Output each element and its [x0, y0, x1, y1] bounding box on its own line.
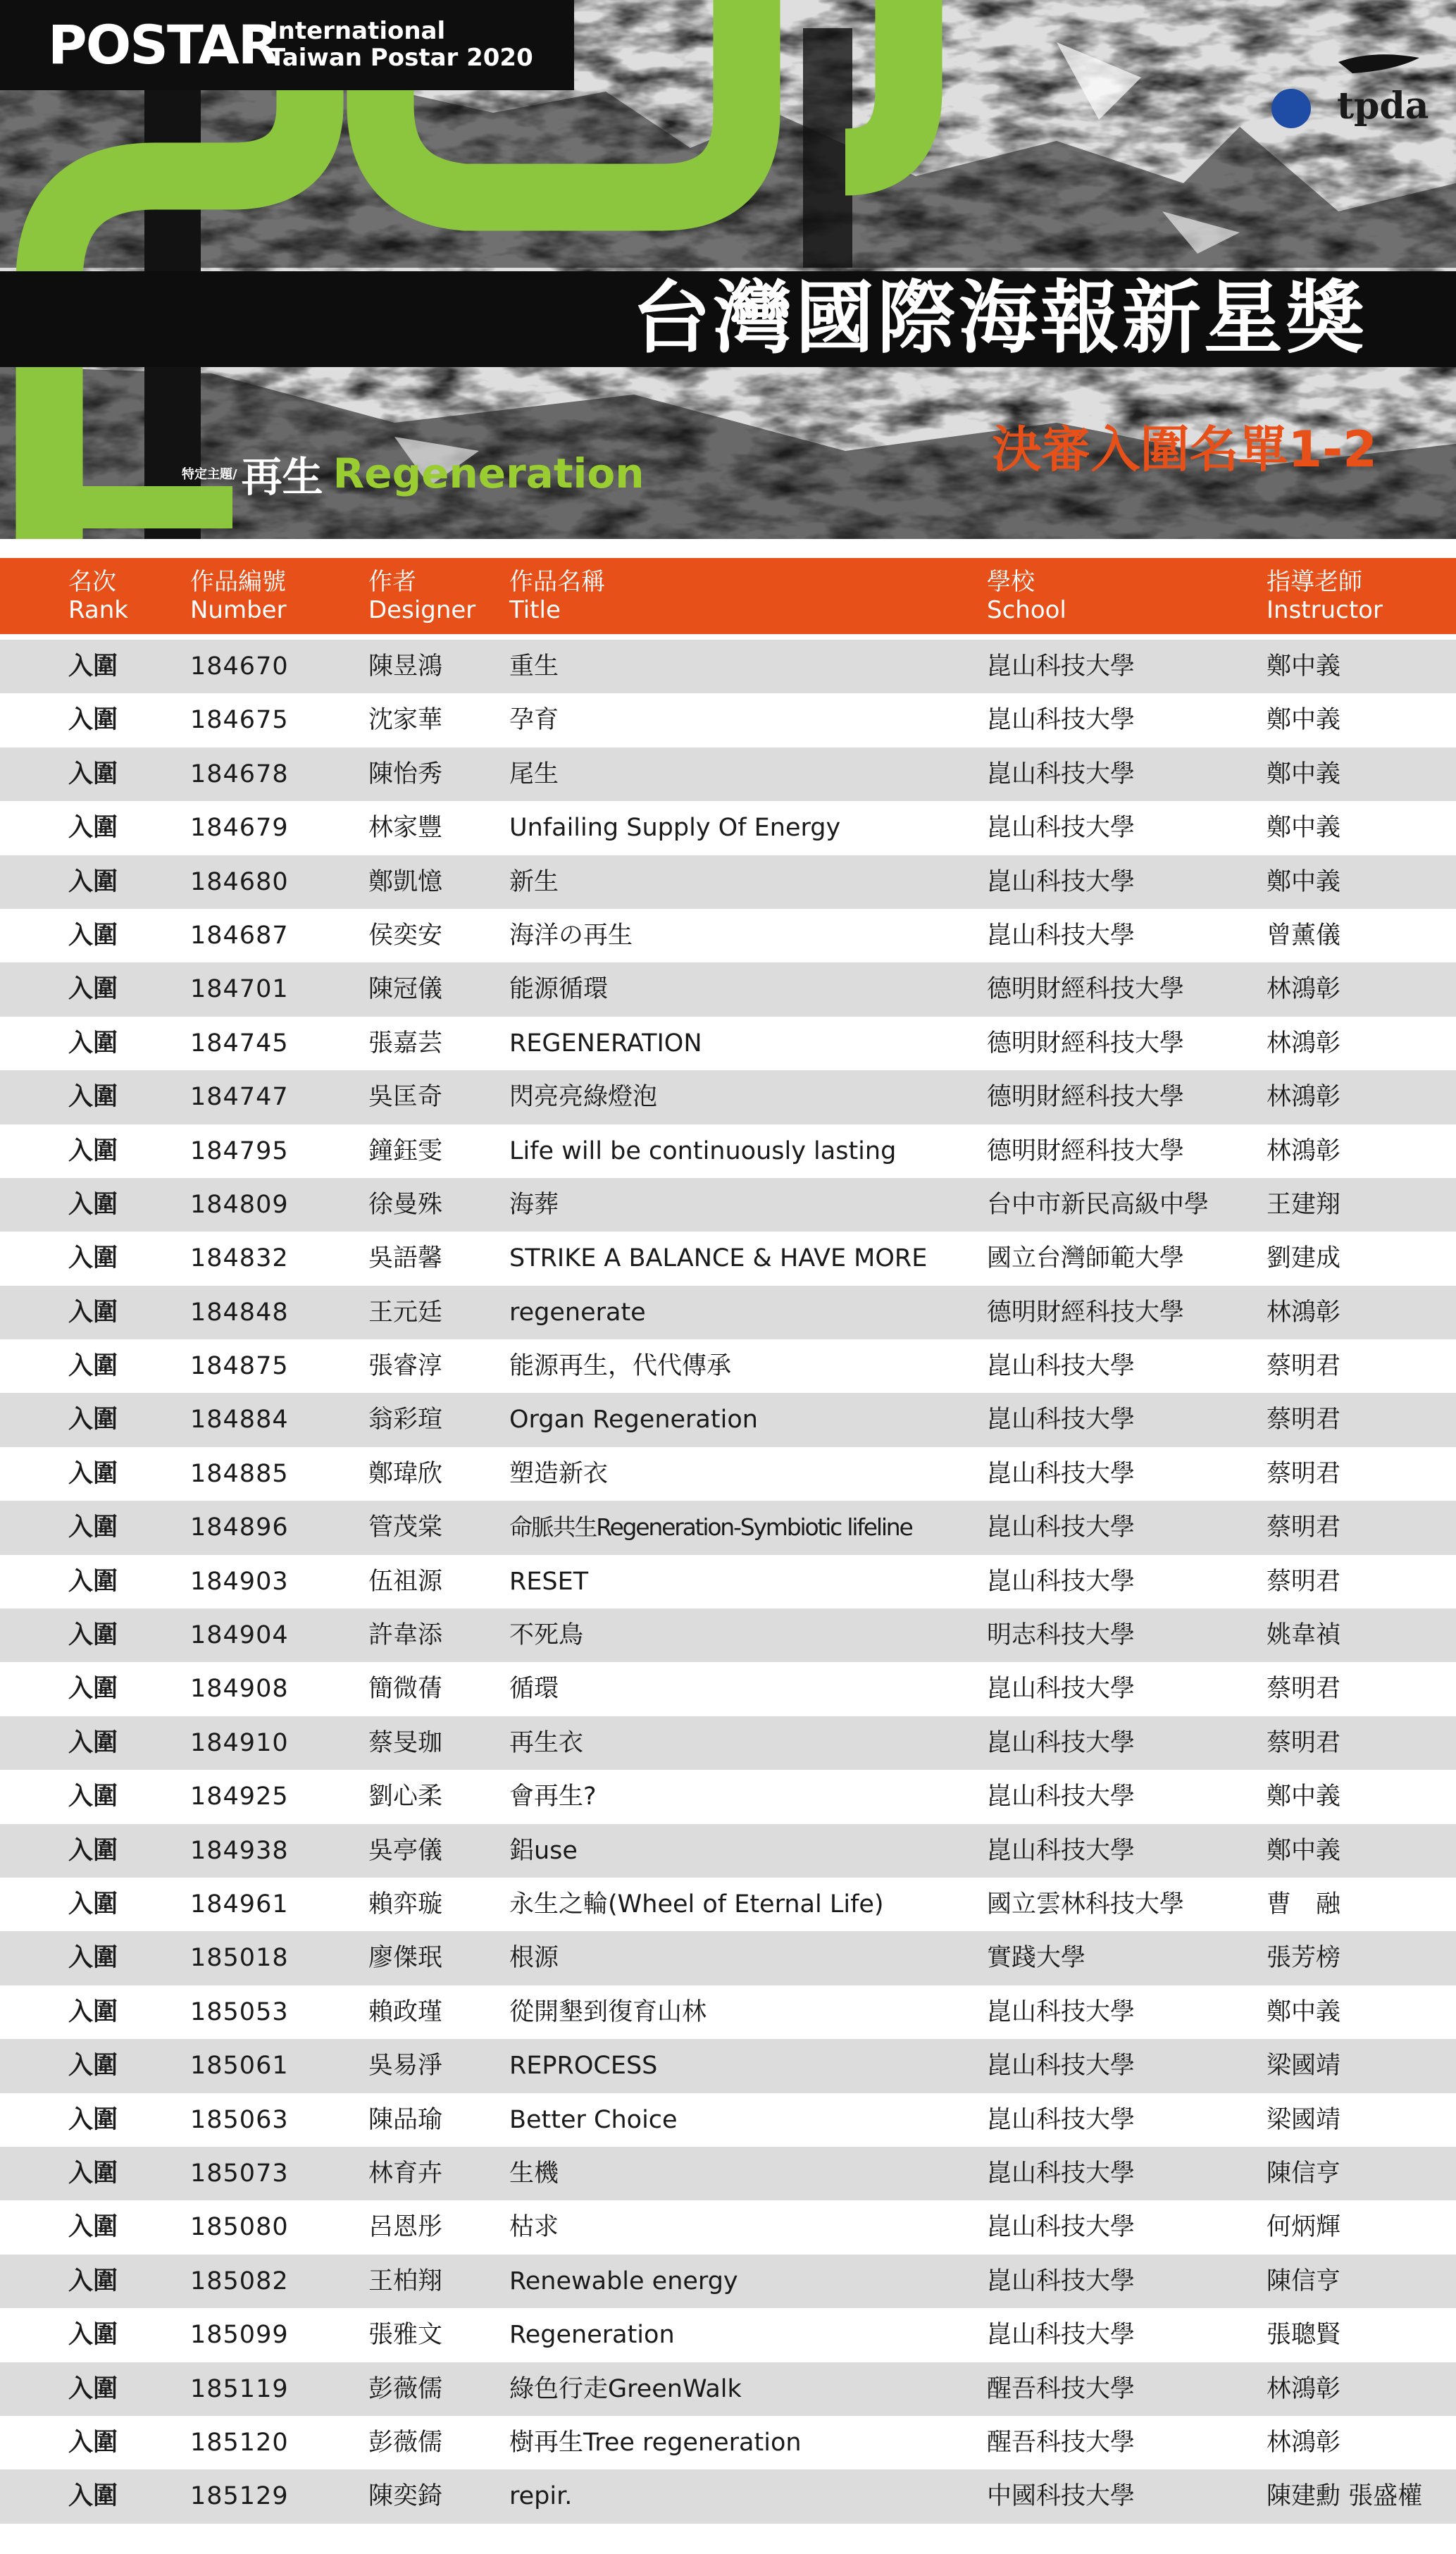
event-name-line1: International [269, 17, 446, 45]
cell-rank: 入圍 [68, 2052, 118, 2081]
table-row [0, 1339, 1456, 1393]
cell-rank: 入圍 [68, 1406, 118, 1434]
cell-school: 崑山科技大學 [987, 921, 1135, 950]
cell-number: 184884 [190, 1406, 289, 1434]
cell-school: 崑山科技大學 [987, 2105, 1135, 2134]
cell-title: 尾生 [509, 760, 559, 788]
list-subtitle: 決審入圍名單1-2 [992, 421, 1377, 478]
cell-number: 184678 [190, 760, 289, 788]
cell-title: regenerate [509, 1298, 646, 1327]
header-school-zh: 學校 [987, 568, 1035, 596]
cell-instructor: 林鴻彰 [1267, 1136, 1341, 1165]
table-row [0, 1878, 1456, 1931]
cell-instructor: 蔡明君 [1267, 1567, 1341, 1596]
cell-number: 185063 [190, 2105, 289, 2134]
cell-designer: 張雅文 [368, 2321, 443, 2350]
header-number [190, 568, 287, 624]
cell-title: 從開墾到復育山林 [509, 1997, 707, 2026]
cell-number: 185061 [190, 2052, 289, 2081]
cell-school: 崑山科技大學 [987, 1406, 1135, 1434]
cell-rank: 入圍 [68, 706, 118, 735]
cell-title: REPROCESS [509, 2052, 658, 2081]
table-row [0, 1070, 1456, 1124]
cell-title: Regeneration [509, 2321, 675, 2350]
cell-rank: 入圍 [68, 1675, 118, 1704]
header-title [509, 568, 605, 624]
cell-school: 崑山科技大學 [987, 1352, 1135, 1381]
cell-school: 國立台灣師範大學 [987, 1244, 1185, 1273]
cell-school: 德明財經科技大學 [987, 975, 1185, 1004]
cell-number: 184670 [190, 652, 289, 681]
cell-number: 185053 [190, 1997, 289, 2026]
main-title: 台灣國際海報新星獎 [632, 273, 1367, 364]
cell-rank: 入圍 [68, 2105, 118, 2134]
header-designer-zh: 作者 [368, 568, 416, 596]
postar-logo: POSTAR [48, 13, 278, 76]
cell-instructor: 蔡明君 [1267, 1406, 1341, 1434]
cell-school: 崑山科技大學 [987, 1783, 1135, 1811]
table-row [0, 1770, 1456, 1823]
header-school-en: School [987, 596, 1066, 624]
cell-rank: 入圍 [68, 1944, 118, 1973]
cell-title: Renewable energy [509, 2267, 738, 2295]
cell-instructor: 鄭中義 [1267, 1783, 1341, 1811]
cell-school: 崑山科技大學 [987, 652, 1135, 681]
cell-instructor: 鄭中義 [1267, 867, 1341, 896]
header-title-en: Title [509, 596, 561, 624]
cell-designer: 蔡旻珈 [368, 1728, 443, 1757]
cell-rank: 入圍 [68, 1621, 118, 1650]
cell-number: 185073 [190, 2159, 289, 2188]
cell-designer: 劉心柔 [368, 1783, 443, 1811]
cell-designer: 彭薇儒 [368, 2428, 443, 2457]
table-row [0, 1608, 1456, 1662]
table-row [0, 855, 1456, 909]
cell-designer: 簡微蒨 [368, 1675, 443, 1704]
cell-school: 崑山科技大學 [987, 1997, 1135, 2026]
cell-rank: 入圍 [68, 2213, 118, 2242]
cell-designer: 林育卉 [368, 2159, 443, 2188]
cell-instructor: 王建翔 [1267, 1190, 1341, 1219]
cell-school: 醒吾科技大學 [987, 2374, 1135, 2403]
header-rank-en: Rank [68, 596, 128, 624]
cell-instructor: 梁國靖 [1267, 2052, 1341, 2081]
cell-designer: 陳奕錡 [368, 2482, 443, 2511]
cell-instructor: 蔡明君 [1267, 1513, 1341, 1542]
header-number-en: Number [190, 596, 287, 624]
table-row [0, 640, 1456, 693]
tpda-logo-text: tpda [1337, 85, 1429, 128]
table-row [0, 1555, 1456, 1608]
table-row [0, 2093, 1456, 2147]
header-designer [368, 568, 475, 624]
cell-school: 德明財經科技大學 [987, 1136, 1185, 1165]
cell-designer: 張睿淳 [368, 1352, 443, 1381]
table-row [0, 1447, 1456, 1501]
cell-title: 綠色行走GreenWalk [509, 2374, 742, 2403]
header-designer-en: Designer [368, 596, 476, 624]
table-row [0, 1931, 1456, 1985]
cell-title: 海葬 [509, 1190, 559, 1219]
cell-school: 德明財經科技大學 [987, 1083, 1185, 1112]
table-row [0, 1017, 1456, 1070]
cell-instructor: 林鴻彰 [1267, 2374, 1341, 2403]
cell-designer: 沈家華 [368, 706, 443, 735]
cell-instructor: 鄭中義 [1267, 706, 1341, 735]
cell-number: 184885 [190, 1459, 289, 1488]
header-title-zh: 作品名稱 [509, 568, 605, 596]
cell-title: 海洋の再生 [509, 921, 633, 950]
cell-title: 永生之輪(Wheel of Eternal Life) [509, 1890, 884, 1918]
cell-designer: 王元廷 [368, 1298, 443, 1327]
cell-number: 184961 [190, 1890, 289, 1918]
header-instructor [1267, 568, 1383, 624]
cell-number: 185099 [190, 2321, 289, 2350]
cell-designer: 賴政瑾 [368, 1997, 443, 2026]
cell-instructor: 蔡明君 [1267, 1352, 1341, 1381]
cell-number: 184910 [190, 1728, 289, 1757]
cell-number: 185120 [190, 2428, 289, 2457]
cell-designer: 陳怡秀 [368, 760, 443, 788]
cell-designer: 鐘鈺雯 [368, 1136, 443, 1165]
cell-number: 184809 [190, 1190, 289, 1219]
cell-title: Organ Regeneration [509, 1406, 758, 1434]
table-row [0, 1232, 1456, 1285]
cell-designer: 吳匡奇 [368, 1083, 443, 1112]
cell-instructor: 鄭中義 [1267, 1997, 1341, 2026]
cell-designer: 賴弈璇 [368, 1890, 443, 1918]
cell-instructor: 林鴻彰 [1267, 1083, 1341, 1112]
table-row [0, 909, 1456, 962]
table-row [0, 2362, 1456, 2416]
cell-rank: 入圍 [68, 1567, 118, 1596]
cell-title: 能源再生，代代傳承 [509, 1352, 732, 1381]
cell-title: 孕育 [509, 706, 559, 735]
cell-school: 醒吾科技大學 [987, 2428, 1135, 2457]
cell-rank: 入圍 [68, 1190, 118, 1219]
table-row [0, 2308, 1456, 2362]
cell-school: 崑山科技大學 [987, 2052, 1135, 2081]
cell-school: 崑山科技大學 [987, 706, 1135, 735]
cell-title: 會再生? [509, 1783, 597, 1811]
cell-designer: 林家豐 [368, 814, 443, 843]
cell-rank: 入圍 [68, 867, 118, 896]
cell-school: 崑山科技大學 [987, 1675, 1135, 1704]
cell-school: 國立雲林科技大學 [987, 1890, 1185, 1918]
cell-designer: 呂恩彤 [368, 2213, 443, 2242]
cell-title: 循環 [509, 1675, 559, 1704]
finalist-table [0, 640, 1456, 2524]
cell-designer: 侯奕安 [368, 921, 443, 950]
cell-number: 184679 [190, 814, 289, 843]
cell-instructor: 姚韋禎 [1267, 1621, 1341, 1650]
cell-school: 明志科技大學 [987, 1621, 1135, 1650]
cell-number: 184903 [190, 1567, 289, 1596]
cell-title: 命脈共生Regeneration-Symbiotic lifeline [509, 1513, 912, 1542]
cell-number: 185080 [190, 2213, 289, 2242]
cell-rank: 入圍 [68, 1029, 118, 1058]
cell-title: 鋁use [509, 1836, 578, 1865]
cell-title: Life will be continuously lasting [509, 1136, 897, 1165]
cell-title: Unfailing Supply Of Energy [509, 814, 841, 843]
cell-rank: 入圍 [68, 2321, 118, 2350]
cell-rank: 入圍 [68, 1136, 118, 1165]
cell-number: 184832 [190, 1244, 289, 1273]
table-row [0, 693, 1456, 747]
cell-instructor: 鄭中義 [1267, 652, 1341, 681]
cell-school: 崑山科技大學 [987, 760, 1135, 788]
cell-instructor: 陳信亨 [1267, 2159, 1341, 2188]
cell-instructor: 蔡明君 [1267, 1675, 1341, 1704]
table-row [0, 748, 1456, 801]
cell-designer: 吳語馨 [368, 1244, 443, 1273]
table-row [0, 2416, 1456, 2469]
theme-line [182, 444, 645, 503]
cell-rank: 入圍 [68, 1997, 118, 2026]
header-instructor-en: Instructor [1267, 596, 1383, 624]
cell-number: 184908 [190, 1675, 289, 1704]
cell-number: 184925 [190, 1783, 289, 1811]
cell-number: 184701 [190, 975, 289, 1004]
cell-instructor: 陳信亨 [1267, 2267, 1341, 2295]
table-row [0, 1985, 1456, 2039]
cell-number: 184687 [190, 921, 289, 950]
table-row [0, 1662, 1456, 1716]
cell-school: 崑山科技大學 [987, 1459, 1135, 1488]
header-rank-zh: 名次 [68, 568, 116, 596]
cell-rank: 入圍 [68, 1083, 118, 1112]
table-row [0, 2469, 1456, 2523]
cell-designer: 翁彩瑄 [368, 1406, 443, 1434]
cell-title: RESET [509, 1567, 589, 1596]
cell-instructor: 蔡明君 [1267, 1459, 1341, 1488]
cell-school: 崑山科技大學 [987, 2213, 1135, 2242]
cell-number: 184675 [190, 706, 289, 735]
cell-rank: 入圍 [68, 975, 118, 1004]
cell-rank: 入圍 [68, 760, 118, 788]
cell-school: 崑山科技大學 [987, 1567, 1135, 1596]
cell-instructor: 林鴻彰 [1267, 1029, 1341, 1058]
cell-rank: 入圍 [68, 1244, 118, 1273]
table-row [0, 1501, 1456, 1554]
cell-designer: 吳易淨 [368, 2052, 443, 2081]
cell-designer: 伍祖源 [368, 1567, 443, 1596]
cell-rank: 入圍 [68, 814, 118, 843]
cell-instructor: 鄭中義 [1267, 760, 1341, 788]
table-row [0, 1286, 1456, 1339]
cell-title: 再生衣 [509, 1728, 584, 1757]
theme-title-en: Regeneration [332, 450, 645, 497]
cell-rank: 入圍 [68, 1352, 118, 1381]
cell-title: 不死鳥 [509, 1621, 584, 1650]
cell-instructor: 曾薰儀 [1267, 921, 1341, 950]
cell-designer: 陳品瑜 [368, 2105, 443, 2134]
table-row [0, 2255, 1456, 2308]
cell-rank: 入圍 [68, 1890, 118, 1918]
cell-number: 184938 [190, 1836, 289, 1865]
cell-number: 184747 [190, 1083, 289, 1112]
cell-school: 崑山科技大學 [987, 2321, 1135, 2350]
cell-title: 重生 [509, 652, 559, 681]
cell-rank: 入圍 [68, 1728, 118, 1757]
cell-designer: 徐曼殊 [368, 1190, 443, 1219]
cell-rank: 入圍 [68, 2374, 118, 2403]
cell-instructor: 蔡明君 [1267, 1728, 1341, 1757]
cell-school: 中國科技大學 [987, 2482, 1135, 2511]
header-number-zh: 作品編號 [190, 568, 286, 596]
theme-prefix: 特定主題/ [182, 467, 237, 482]
cell-school: 崑山科技大學 [987, 814, 1135, 843]
cell-rank: 入圍 [68, 2482, 118, 2511]
table-row [0, 1824, 1456, 1878]
table-row [0, 1716, 1456, 1770]
table-row [0, 962, 1456, 1016]
cell-designer: 張嘉芸 [368, 1029, 443, 1058]
header-school [987, 568, 1066, 624]
table-row [0, 2039, 1456, 2093]
cell-instructor: 鄭中義 [1267, 1836, 1341, 1865]
cell-instructor: 梁國靖 [1267, 2105, 1341, 2134]
cell-instructor: 何炳輝 [1267, 2213, 1341, 2242]
cell-school: 德明財經科技大學 [987, 1029, 1185, 1058]
cell-school: 德明財經科技大學 [987, 1298, 1185, 1327]
cell-designer: 彭薇儒 [368, 2374, 443, 2403]
cell-title: 能源循環 [509, 975, 609, 1004]
table-row [0, 2147, 1456, 2200]
cell-number: 184745 [190, 1029, 289, 1058]
cell-rank: 入圍 [68, 1783, 118, 1811]
cell-number: 185018 [190, 1944, 289, 1973]
cell-school: 實踐大學 [987, 1944, 1086, 1973]
cell-instructor: 張芳榜 [1267, 1944, 1341, 1973]
cell-title: 塑造新衣 [509, 1459, 609, 1488]
cell-number: 184875 [190, 1352, 289, 1381]
table-row [0, 2200, 1456, 2254]
header-rank [68, 568, 128, 624]
tpda-dot-icon [1271, 89, 1311, 128]
table-row [0, 801, 1456, 855]
cell-school: 台中市新民高級中學 [987, 1190, 1209, 1219]
cell-number: 184896 [190, 1513, 289, 1542]
table-row [0, 1393, 1456, 1446]
cell-rank: 入圍 [68, 2267, 118, 2295]
cell-designer: 鄭瑋欣 [368, 1459, 443, 1488]
cell-title: 根源 [509, 1944, 559, 1973]
cell-title: 閃亮亮綠燈泡 [509, 1083, 658, 1112]
cell-designer: 管茂棠 [368, 1513, 443, 1542]
cell-rank: 入圍 [68, 652, 118, 681]
cell-number: 184795 [190, 1136, 289, 1165]
cell-school: 崑山科技大學 [987, 2159, 1135, 2188]
cell-instructor: 林鴻彰 [1267, 2428, 1341, 2457]
cell-designer: 王柏翔 [368, 2267, 443, 2295]
table-header [0, 558, 1456, 634]
cell-rank: 入圍 [68, 1513, 118, 1542]
cell-instructor: 鄭中義 [1267, 814, 1341, 843]
cell-rank: 入圍 [68, 2159, 118, 2188]
cell-school: 崑山科技大學 [987, 1836, 1135, 1865]
cell-number: 184680 [190, 867, 289, 896]
cell-number: 185119 [190, 2374, 289, 2403]
cell-school: 崑山科技大學 [987, 867, 1135, 896]
cell-rank: 入圍 [68, 2428, 118, 2457]
cell-instructor: 陳建勳 張盛權 [1267, 2482, 1423, 2511]
cell-school: 崑山科技大學 [987, 2267, 1135, 2295]
cell-title: 枯求 [509, 2213, 559, 2242]
cell-designer: 吳亭儀 [368, 1836, 443, 1865]
cell-title: 樹再生Tree regeneration [509, 2428, 802, 2457]
cell-title: repir. [509, 2482, 573, 2511]
cell-title: 生機 [509, 2159, 559, 2188]
event-name-line2: Taiwan Postar 2020 [269, 44, 533, 72]
cell-rank: 入圍 [68, 1459, 118, 1488]
cell-instructor: 林鴻彰 [1267, 975, 1341, 1004]
cell-rank: 入圍 [68, 921, 118, 950]
cell-number: 185082 [190, 2267, 289, 2295]
cell-school: 崑山科技大學 [987, 1513, 1135, 1542]
cell-number: 184848 [190, 1298, 289, 1327]
table-row [0, 1124, 1456, 1178]
table-row [0, 1178, 1456, 1232]
cell-title: REGENERATION [509, 1029, 702, 1058]
cell-instructor: 劉建成 [1267, 1244, 1341, 1273]
cell-rank: 入圍 [68, 1298, 118, 1327]
header-instructor-zh: 指導老師 [1267, 568, 1362, 596]
theme-title-zh: 再生 [241, 453, 323, 501]
cell-title: Better Choice [509, 2105, 678, 2134]
cell-designer: 許韋添 [368, 1621, 443, 1650]
poster-banner [0, 0, 1456, 539]
cell-instructor: 張聰賢 [1267, 2321, 1341, 2350]
cell-rank: 入圍 [68, 1836, 118, 1865]
cell-instructor: 林鴻彰 [1267, 1298, 1341, 1327]
cell-number: 185129 [190, 2482, 289, 2511]
cell-number: 184904 [190, 1621, 289, 1650]
cell-designer: 鄭凱憶 [368, 867, 443, 896]
cell-designer: 陳冠儀 [368, 975, 443, 1004]
cell-title: 新生 [509, 867, 559, 896]
cell-title: STRIKE A BALANCE & HAVE MORE [509, 1244, 928, 1273]
cell-designer: 陳昱鴻 [368, 652, 443, 681]
cell-school: 崑山科技大學 [987, 1728, 1135, 1757]
cell-designer: 廖傑珉 [368, 1944, 443, 1973]
cell-instructor: 曹 融 [1267, 1890, 1341, 1918]
